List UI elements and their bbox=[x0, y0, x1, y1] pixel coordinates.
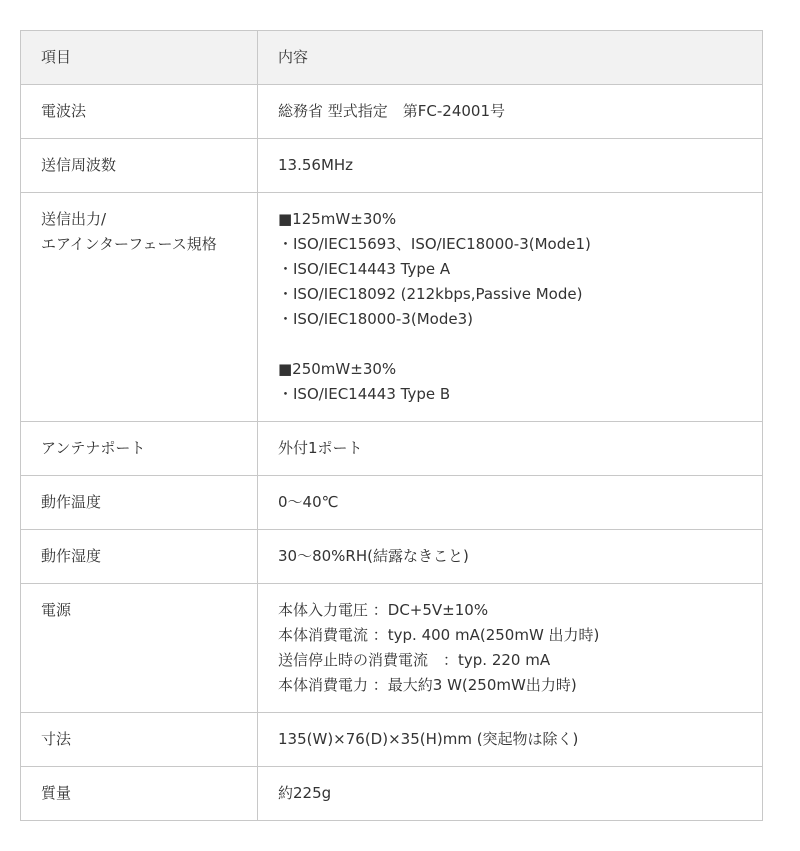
spec-value-cell bbox=[258, 193, 763, 422]
spec-key-cell bbox=[21, 422, 258, 476]
spec-value-line: 本体入力電圧 ：DC+5V±10% bbox=[278, 601, 489, 619]
spec-key-label: 動作温度 bbox=[41, 493, 102, 511]
table-row bbox=[21, 139, 763, 193]
table-row bbox=[21, 85, 763, 139]
table-header-row bbox=[21, 31, 763, 85]
table-row bbox=[21, 713, 763, 767]
spec-key-label: エアインターフェース規格 bbox=[41, 235, 217, 253]
table-row bbox=[21, 584, 763, 713]
table-row bbox=[21, 422, 763, 476]
spec-value-line: 13.56MHz bbox=[278, 156, 354, 174]
spec-key-cell bbox=[21, 767, 258, 821]
spec-value-line: 約225g bbox=[278, 784, 332, 802]
spec-value-line: ■250mW±30% bbox=[278, 360, 397, 378]
spec-value-cell bbox=[258, 530, 763, 584]
spec-key-label: 電波法 bbox=[41, 102, 87, 120]
header-value-cell bbox=[258, 31, 763, 85]
spec-value-line: 外付1ポート bbox=[278, 439, 363, 457]
spec-value-line: ・ISO/IEC18000-3(Mode3) bbox=[278, 310, 473, 328]
spec-value-line: 送信停止時の消費電流 ：typ. 220 mA bbox=[278, 651, 551, 669]
spec-value-cell bbox=[258, 476, 763, 530]
spec-key-cell bbox=[21, 85, 258, 139]
spec-key-cell bbox=[21, 713, 258, 767]
spec-value-cell bbox=[258, 85, 763, 139]
spec-table-body bbox=[21, 85, 763, 821]
spec-key-label: 質量 bbox=[41, 784, 72, 802]
spec-value-line: ・ISO/IEC14443 Type A bbox=[278, 260, 451, 278]
spec-key-label: 寸法 bbox=[41, 730, 72, 748]
spec-value-line: 135(W)×76(D)×35(H)mm (突起物は除く) bbox=[278, 730, 579, 748]
header-key-label: 項目 bbox=[41, 48, 72, 66]
spec-value-line: ・ISO/IEC18092 (212kbps,Passive Mode) bbox=[278, 285, 583, 303]
spec-value-line: 本体消費電流 ：typ. 400 mA(250mW 出力時) bbox=[278, 626, 600, 644]
spec-value-line: 30〜80%RH(結露なきこと) bbox=[278, 547, 469, 565]
spec-value-line: ・ISO/IEC14443 Type B bbox=[278, 385, 451, 403]
spec-key-label: 動作湿度 bbox=[41, 547, 102, 565]
spec-value-line: ■125mW±30% bbox=[278, 210, 397, 228]
spec-value-line: 本体消費電力 ：最大約3 W(250mW出力時) bbox=[278, 676, 577, 694]
spec-value-line bbox=[278, 332, 742, 357]
spec-key-cell bbox=[21, 139, 258, 193]
spec-value-line: ・ISO/IEC15693、ISO/IEC18000-3(Mode1) bbox=[278, 235, 591, 253]
spec-value-cell bbox=[258, 584, 763, 713]
spec-key-label: アンテナポート bbox=[41, 439, 146, 457]
spec-value-cell bbox=[258, 422, 763, 476]
spec-value-line: 総務省 型式指定 第FC-24001号 bbox=[278, 102, 506, 120]
table-row bbox=[21, 530, 763, 584]
header-value-label: 内容 bbox=[278, 48, 309, 66]
spec-table bbox=[20, 30, 763, 821]
spec-value-cell bbox=[258, 713, 763, 767]
spec-key-cell bbox=[21, 193, 258, 422]
spec-key-cell bbox=[21, 530, 258, 584]
spec-key-label: 電源 bbox=[41, 601, 72, 619]
table-row bbox=[21, 767, 763, 821]
table-row bbox=[21, 476, 763, 530]
spec-key-cell bbox=[21, 476, 258, 530]
spec-key-cell bbox=[21, 584, 258, 713]
spec-key-label: 送信周波数 bbox=[41, 156, 117, 174]
spec-key-label: 送信出力/ bbox=[41, 210, 107, 228]
spec-value-cell bbox=[258, 139, 763, 193]
spec-value-line: 0〜40℃ bbox=[278, 493, 339, 511]
spec-value-cell bbox=[258, 767, 763, 821]
table-row bbox=[21, 193, 763, 422]
header-key-cell bbox=[21, 31, 258, 85]
